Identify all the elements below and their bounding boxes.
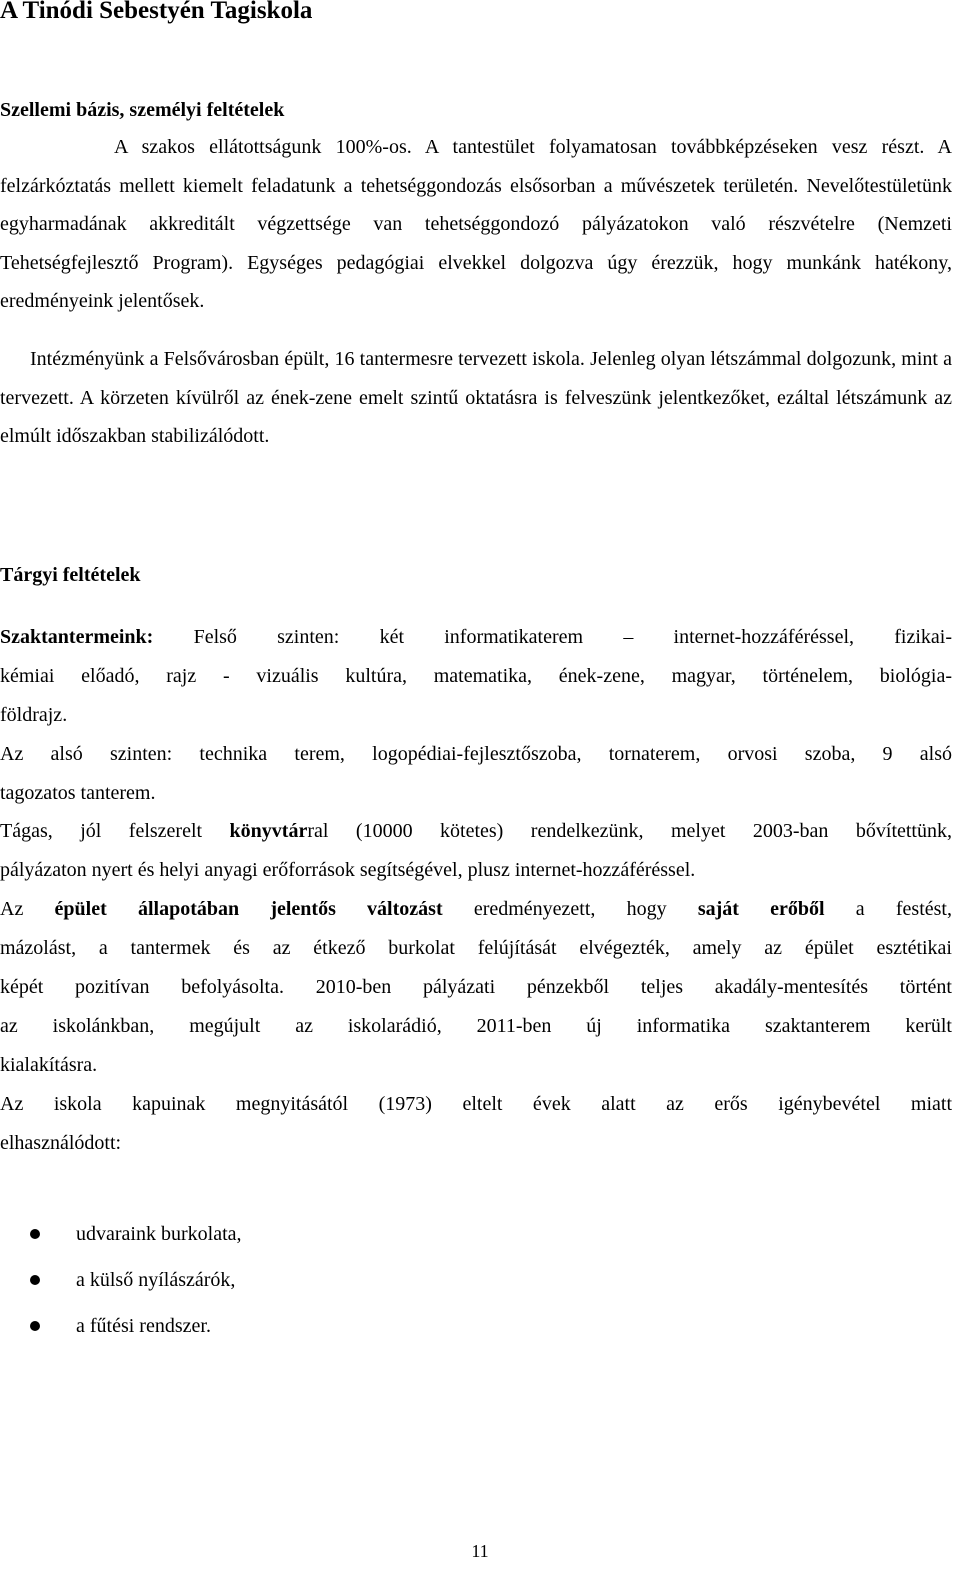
section-heading-material: Tárgyi feltételek [0,564,141,586]
worn-items-list [0,1211,242,1349]
text-line [0,851,952,890]
text-span: Felső szinten: két informatikaterem – internet-hozzáféréssel, fizikai- [153,626,952,648]
text-line [0,1124,952,1163]
text-span: ral (10000 kötetes) rendelkezünk, melyet 2003-ban bővítettünk, [307,820,952,843]
paragraph-institution: Intézményünk a Felsővárosban épült, 16 tantermesre tervezett iskola. Jelenleg olyan létszámmal dolgozunk, mint a tervezett. A körzeten kívülről az ének-zene emelt szintű oktatásra is felveszünk jelentkezőket, ezáltal létszámunk az elmúlt időszakban stabilizálódott. [0,348,952,448]
bullet-icon [30,1321,40,1331]
text-line [0,1046,952,1085]
text-span: Az alsó szinten: technika terem, logopédiai-fejlesztőszoba, tornaterem, orvosi szoba, 9 alsó [0,742,952,765]
text-line [0,890,952,929]
text-line [0,657,952,696]
text-span: az iskolánkban, megújult az iskolarádió, 2011-ben új informatika szaktanterem került [0,1014,952,1037]
material-conditions-text [0,618,952,1162]
list-item-text: a fűtési rendszer. [76,1315,211,1337]
text-line [0,735,952,774]
section-heading-intellectual: Szellemi bázis, személyi feltételek [0,99,285,121]
text-span: elhasználódott: [0,1131,122,1154]
text-span: a festést, [824,898,952,921]
text-span: Az [0,898,55,921]
text-line [0,968,952,1007]
text-line [0,618,952,657]
bold-text: könyvtár [229,820,308,843]
text-span: Tágas, jól felszerelt [0,820,230,843]
page-number: 11 [471,1541,489,1561]
text-line [0,929,952,968]
text-line [0,1007,952,1046]
bold-text: épület állapotában jelentős változást [54,898,443,921]
list-item-text: udvaraink burkolata, [76,1223,242,1245]
text-span: kémiai előadó, rajz - vizuális kultúra, matematika, ének-zene, magyar, történelem, biológia- [0,664,952,687]
text-span: mázolást, a tantermek és az étkező burkolat felújítását elvégezték, amely az épület esztétikai [0,937,952,960]
list-item [0,1303,242,1349]
text-span: kialakításra. [0,1053,98,1076]
text-line [0,1085,952,1124]
bullet-icon [30,1229,40,1239]
text-span: pályázaton nyert és helyi anyagi erőforrások segítségével, plusz internet-hozzáféréssel. [0,859,696,882]
text-line [0,812,952,851]
text-span: tagozatos tanterem. [0,781,156,804]
bullet-icon [30,1275,40,1285]
text-span: eredményezett, hogy [442,898,698,921]
bold-text: Szaktantermeink: [0,626,154,648]
text-span: képét pozitívan befolyásolta. 2010-ben pályázati pénzekből teljes akadály-mentesítés történt [0,976,952,999]
text-span: Az iskola kapuinak megnyitásától (1973) eltelt évek alatt az erős igénybevétel miatt [0,1092,952,1115]
text-line [0,696,952,735]
list-item [0,1257,242,1303]
page-title: A Tinódi Sebestyén Tagiskola [0,0,313,24]
bold-text: saját erőből [697,898,825,921]
text-span: földrajz. [0,703,68,726]
list-item [0,1211,242,1257]
list-item-text: a külső nyílászárók, [76,1269,236,1291]
text-line [0,774,952,813]
paragraph-staff: A szakos ellátottságunk 100%-os. A tantestület folyamatosan továbbképzéseken vesz részt. A felzárkóztatás mellett kiemelt feladatunk a tehetséggondozás elsősorban a művészetek területén. Nevelőtestületünk egyharmadának akkreditált végzettsége van tehetséggondozó pályázatokon való részvételre (Nemzeti Tehetségfejlesztő Program). Egységes pedagógiai elvekkel dolgozva úgy érezzük, hogy munkánk hatékony, eredményeink jelentősek. [0,136,952,313]
